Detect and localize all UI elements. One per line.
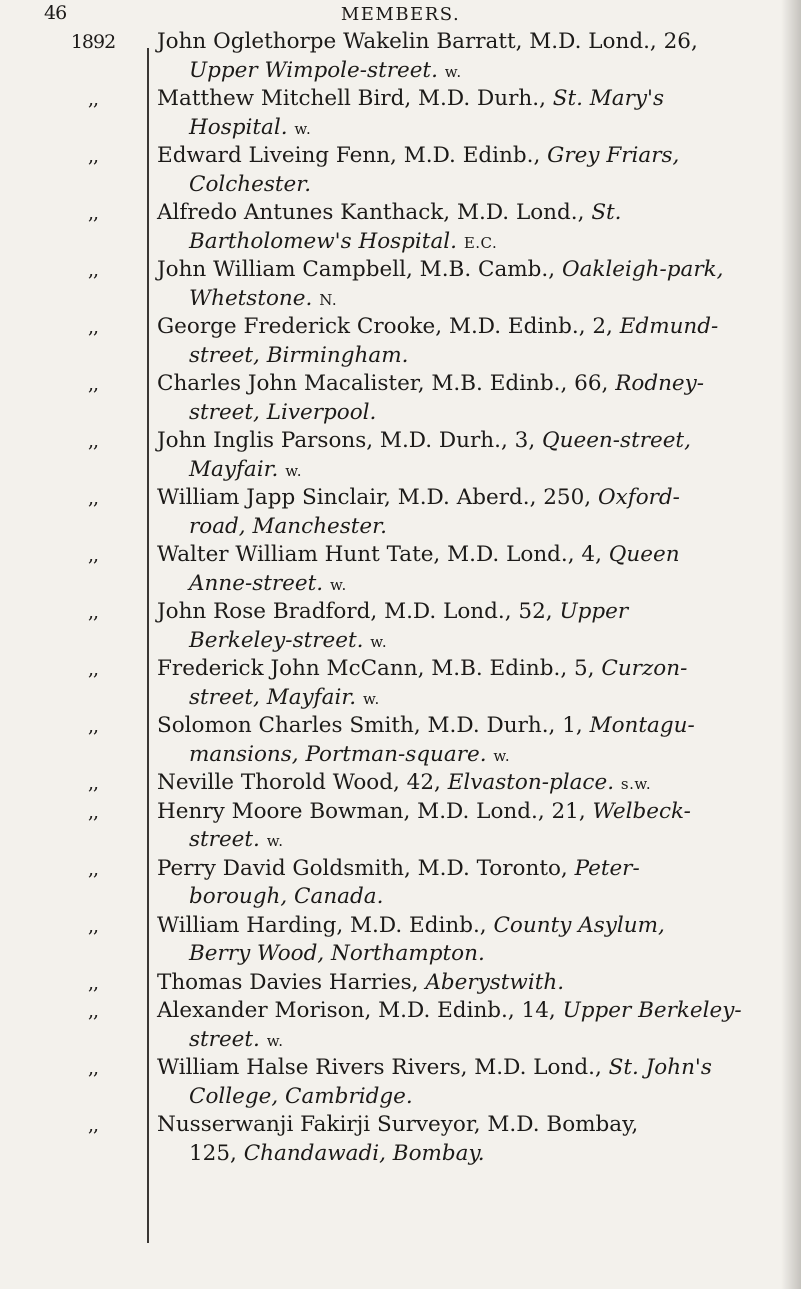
address: Colchester.: [189, 171, 312, 197]
election-year: ,,: [87, 1057, 99, 1079]
address: road, Manchester.: [189, 513, 387, 539]
member-name-qualification: Perry David Goldsmith, M.D. Toronto,: [157, 855, 568, 881]
member-name-qualification: Edward Liveing Fenn, M.D. Edinb.,: [157, 143, 541, 168]
member-name-qualification: Alexander Morison, M.D. Edinb., 14,: [157, 998, 556, 1023]
address: Edmund-: [619, 314, 719, 339]
entry-line-1: [157, 29, 698, 54]
address: Aberystwith.: [425, 969, 565, 995]
member-name-qualification: George Frederick Crooke, M.D. Edinb., 2,: [157, 314, 613, 339]
member-text: [157, 798, 785, 856]
address-number: 125,: [189, 1140, 237, 1166]
member-name-qualification: Nusserwanji Fakirji Surveyor, M.D. Bombay,: [157, 1112, 639, 1137]
member-text: [157, 712, 785, 770]
entry-line-2: [157, 285, 785, 315]
election-year: ,,: [87, 259, 99, 281]
address: Peter-: [574, 855, 640, 881]
address: College, Cambridge.: [189, 1083, 413, 1109]
member-text: [157, 199, 785, 257]
address: Whetstone.: [189, 285, 313, 311]
address: Berry Wood, Northampton.: [189, 941, 485, 966]
address: Montagu-: [589, 713, 695, 738]
address: Grey Friars,: [547, 143, 680, 168]
address: street, Mayfair.: [189, 684, 357, 710]
entry-line-1: [157, 599, 628, 624]
entry-line-1: [157, 86, 664, 111]
election-year: ,,: [87, 316, 99, 338]
postal-district: w.: [362, 689, 380, 708]
entry-line-2: [157, 940, 785, 969]
address: Oakleigh-park,: [561, 257, 724, 282]
entry-line-2: [157, 513, 785, 542]
entry-line-1: [157, 485, 680, 510]
entry-line-2: [157, 228, 785, 258]
address: Queen: [608, 542, 680, 567]
member-text: [157, 1111, 785, 1168]
member-text: [157, 912, 785, 969]
address: Rodney-: [615, 371, 705, 396]
member-text: [157, 997, 785, 1055]
election-year: ,,: [87, 1000, 99, 1022]
address: St. Mary's: [552, 86, 664, 111]
entry-line-2: [157, 570, 785, 600]
address: Elvaston-place.: [447, 770, 615, 795]
postal-district: s.w.: [620, 775, 652, 793]
address: County Asylum,: [493, 912, 665, 938]
entry-line-2: [157, 114, 785, 144]
address: street, Liverpool.: [189, 399, 377, 425]
entry-line-1: [157, 970, 564, 995]
member-text: [157, 256, 785, 314]
postal-district: w.: [329, 575, 347, 594]
address: Upper Berkeley-: [562, 998, 742, 1023]
member-name-qualification: William Halse Rivers Rivers, M.D. Lond.,: [157, 1055, 602, 1080]
postal-district: w.: [294, 119, 312, 138]
address: St.: [591, 200, 622, 225]
member-text: [157, 85, 785, 143]
postal-district: E.C.: [463, 233, 498, 252]
member-name-qualification: John Rose Bradford, M.D. Lond., 52,: [157, 599, 553, 624]
address: mansions, Portman-square.: [189, 741, 487, 767]
member-text: [157, 142, 785, 199]
entry-line-2: [157, 883, 785, 912]
election-year: ,,: [87, 544, 99, 566]
running-head: MEMBERS.: [340, 4, 461, 25]
member-name-qualification: Frederick John McCann, M.B. Edinb., 5,: [157, 656, 595, 681]
member-name-qualification: Neville Thorold Wood, 42,: [157, 770, 441, 795]
entry-line-2: [157, 627, 785, 657]
election-year: ,,: [87, 430, 99, 452]
member-name-qualification: Henry Moore Bowman, M.D. Lond., 21,: [157, 798, 586, 824]
election-year: ,,: [87, 145, 99, 167]
entry-line-2: [157, 741, 785, 771]
entry-line-2: [157, 399, 785, 428]
entry-line-1: [157, 856, 640, 881]
election-year: ,,: [87, 1114, 99, 1136]
entry-line-2: [157, 826, 785, 856]
member-name-qualification: Charles John Macalister, M.B. Edinb., 66,: [157, 371, 609, 396]
page-number: 46: [44, 2, 67, 24]
address: Mayfair.: [189, 456, 279, 482]
member-text: [157, 969, 785, 998]
entry-line-1: [157, 656, 687, 681]
postal-district: w.: [370, 632, 388, 651]
entry-line-2: [157, 684, 785, 714]
member-text: [157, 541, 785, 599]
election-year: ,,: [87, 971, 99, 994]
member-text: [157, 427, 785, 485]
address: Anne-street.: [189, 570, 324, 596]
entry-line-2: [157, 456, 785, 486]
election-year: 1892: [70, 31, 116, 53]
entry-line-2: [157, 1026, 785, 1056]
entry-line-1: [157, 143, 679, 168]
postal-district: N.: [319, 290, 338, 309]
entry-line-1: [157, 371, 704, 396]
address: borough, Canada.: [189, 884, 384, 909]
postal-district: w.: [444, 62, 462, 81]
election-year: ,,: [87, 658, 99, 680]
address: Upper Wimpole-street.: [189, 57, 438, 83]
member-name-qualification: William Harding, M.D. Edinb.,: [157, 912, 487, 938]
entry-line-2: [157, 1140, 785, 1169]
member-text: [157, 655, 785, 713]
address: Berkeley-street.: [189, 627, 364, 653]
member-text: [157, 1054, 785, 1111]
entry-line-1: [157, 799, 691, 824]
member-name-qualification: William Japp Sinclair, M.D. Aberd., 250,: [157, 485, 592, 510]
election-year: ,,: [87, 800, 99, 823]
address: street, Birmingham.: [189, 342, 409, 368]
member-text: [157, 855, 785, 912]
member-text: [157, 598, 785, 656]
postal-district: w.: [493, 746, 511, 765]
member-name-qualification: John Oglethorpe Wakelin Barratt, M.D. Lond., 26,: [157, 29, 698, 54]
address: Queen-street,: [542, 428, 691, 453]
entry-line-1: [157, 542, 680, 567]
member-text: [157, 28, 785, 86]
address: Oxford-: [597, 485, 680, 510]
postal-district: w.: [285, 461, 303, 480]
entry-line-1: [157, 713, 695, 738]
postal-district: w.: [266, 832, 284, 850]
address: Welbeck-: [592, 798, 691, 824]
address: Chandawadi, Bombay.: [243, 1140, 485, 1166]
member-name-qualification: John Inglis Parsons, M.D. Durh., 3,: [157, 428, 536, 453]
entry-line-1: [157, 428, 691, 453]
entry-line-1: [157, 770, 651, 795]
entry-line-1: [157, 314, 718, 339]
member-text: [157, 313, 785, 370]
member-text: [157, 769, 785, 799]
election-year: ,,: [87, 715, 99, 737]
address: street.: [189, 1026, 260, 1052]
election-year: ,,: [87, 487, 99, 509]
address: St. John's: [608, 1055, 712, 1080]
member-text: [157, 370, 785, 427]
election-year: ,,: [87, 202, 99, 224]
member-name-qualification: John William Campbell, M.B. Camb.,: [157, 257, 556, 282]
election-year: ,,: [87, 373, 99, 395]
address: street.: [189, 827, 260, 852]
entry-line-1: [157, 913, 665, 938]
entry-line-2: [157, 342, 785, 371]
address: Hospital.: [189, 114, 288, 140]
entry-line-1: [157, 257, 723, 282]
entry-line-1: [157, 1112, 638, 1137]
election-year: ,,: [87, 857, 99, 880]
member-name-qualification: Alfredo Antunes Kanthack, M.D. Lond.,: [157, 200, 585, 225]
entry-line-2: [157, 57, 785, 87]
member-name-qualification: Thomas Davies Harries,: [157, 969, 419, 995]
address: Bartholomew's Hospital.: [189, 228, 457, 254]
member-text: [157, 484, 785, 541]
election-year: ,,: [87, 601, 99, 623]
address: Upper: [559, 599, 629, 624]
member-name-qualification: Walter William Hunt Tate, M.D. Lond., 4,: [157, 542, 602, 567]
entry-line-2: [157, 171, 785, 200]
entry-line-1: [157, 1055, 712, 1080]
election-year: ,,: [87, 772, 99, 794]
entry-line-1: [157, 998, 742, 1023]
postal-district: w.: [266, 1031, 284, 1050]
election-year: ,,: [87, 88, 99, 110]
margin-rule: [147, 48, 149, 1243]
entry-line-1: [157, 200, 622, 225]
entry-line-2: [157, 1083, 785, 1112]
member-name-qualification: Matthew Mitchell Bird, M.D. Durh.,: [157, 86, 546, 111]
member-name-qualification: Solomon Charles Smith, M.D. Durh., 1,: [157, 713, 583, 738]
election-year: ,,: [87, 914, 99, 937]
address: Curzon-: [601, 656, 688, 681]
